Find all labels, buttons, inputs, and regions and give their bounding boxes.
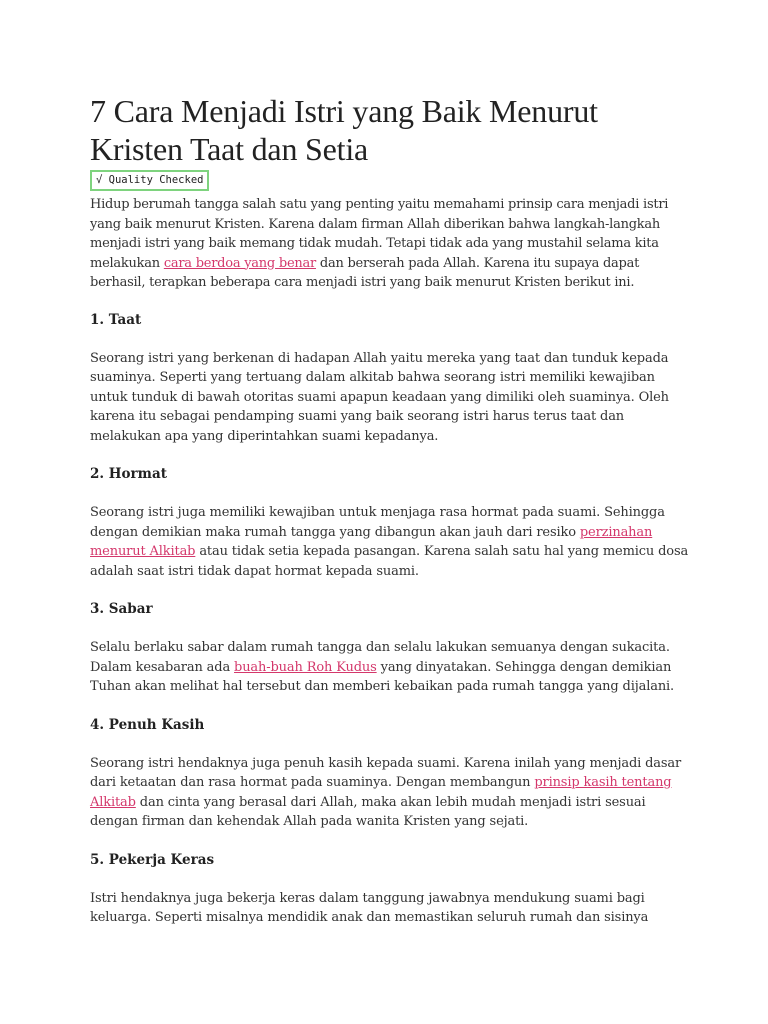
section-paragraph-hormat	[90, 503, 690, 581]
section-paragraph-penuh-kasih	[90, 754, 690, 832]
section-heading-hormat: 2. Hormat	[90, 466, 167, 482]
section-heading-pekerja-keras: 5. Pekerja Keras	[90, 851, 215, 868]
section-heading-penuh-kasih: 4. Penuh Kasih	[90, 716, 205, 733]
intro-text-before: Hidup berumah tangga salah satu yang penting yaitu memahami prinsip cara menjadi istri yang baik menurut Kristen. Karena dalam firman Allah diberikan bahwa langkah-langkah menjadi istri yang baik memang tidak mudah. Tetapi tidak ada yang mustahil selama kita melakukan	[90, 197, 669, 271]
kasih-text-before: Seorang istri hendaknya juga penuh kasih kepada suami. Karena inilah yang menjadi dasar dari ketaatan dan rasa hormat pada suaminya. Dengan membangun	[90, 755, 682, 790]
intro-text-after: dan berserah pada Allah. Karena itu supaya dapat berhasil, terapkan beberapa cara menjadi istri yang baik menurut Kristen berikut ini.	[90, 255, 640, 290]
article-title: 7 Cara Menjadi Istri yang Baik Menurut Kristen Taat dan Setia	[90, 93, 598, 167]
hormat-text-before: Seorang istri juga memiliki kewajiban untuk menjaga rasa hormat pada suami. Sehingga dengan demikian maka rumah tangga yang dibangun akan jauh dari resiko	[90, 505, 665, 540]
section-paragraph-pekerja-keras: Istri hendaknya juga bekerja keras dalam tanggung jawabnya mendukung suami bagi keluarga. Seperti misalnya mendidik anak dan memastikan seluruh rumah dan sisinya	[90, 890, 649, 925]
section-paragraph-sabar	[90, 638, 690, 697]
link-prinsip-kasih[interactable]: prinsip kasih tentang Alkitab	[90, 775, 672, 810]
hormat-text-after: atau tidak setia kepada pasangan. Karena salah satu hal yang memicu dosa adalah saat istri tidak dapat hormat kepada suami.	[90, 544, 689, 579]
section-paragraph-taat: Seorang istri yang berkenan di hadapan Allah yaitu mereka yang taat dan tunduk kepada suaminya. Seperti yang tertuang dalam alkitab bahwa seorang istri memiliki kewajiban untuk tunduk di bawah otoritas suami apapun keadaan yang dimiliki oleh suaminya. Oleh karena itu sebagai pendamping suami yang baik seorang istri harus terus taat dan melakukan apa yang diperintahkan suami kepadanya.	[90, 350, 669, 444]
quality-checked-badge: √ Quality Checked	[90, 170, 209, 191]
section-heading-taat: 1. Taat	[90, 311, 142, 328]
link-cara-berdoa[interactable]: cara berdoa yang benar	[163, 255, 316, 271]
section-heading-sabar: 3. Sabar	[90, 601, 153, 617]
kasih-text-after: dan cinta yang berasal dari Allah, maka akan lebih mudah menjadi istri sesuai dengan firman dan kehendak Allah pada wanita Kristen yang sejati.	[90, 794, 646, 829]
intro-paragraph	[90, 195, 690, 293]
sabar-text-after: yang dinyatakan. Sehingga dengan demikian Tuhan akan melihat hal tersebut dan memberi kebaikan pada rumah tangga yang dijalani.	[90, 659, 675, 694]
link-perzinahan[interactable]: perzinahan menurut Alkitab	[90, 524, 653, 559]
sabar-text-before: Selalu berlaku sabar dalam rumah tangga dan selalu lakukan semuanya dengan sukacita. Dalam kesabaran ada	[90, 640, 670, 675]
article	[90, 92, 690, 928]
link-buah-roh-kudus[interactable]: buah-buah Roh Kudus	[234, 659, 377, 675]
